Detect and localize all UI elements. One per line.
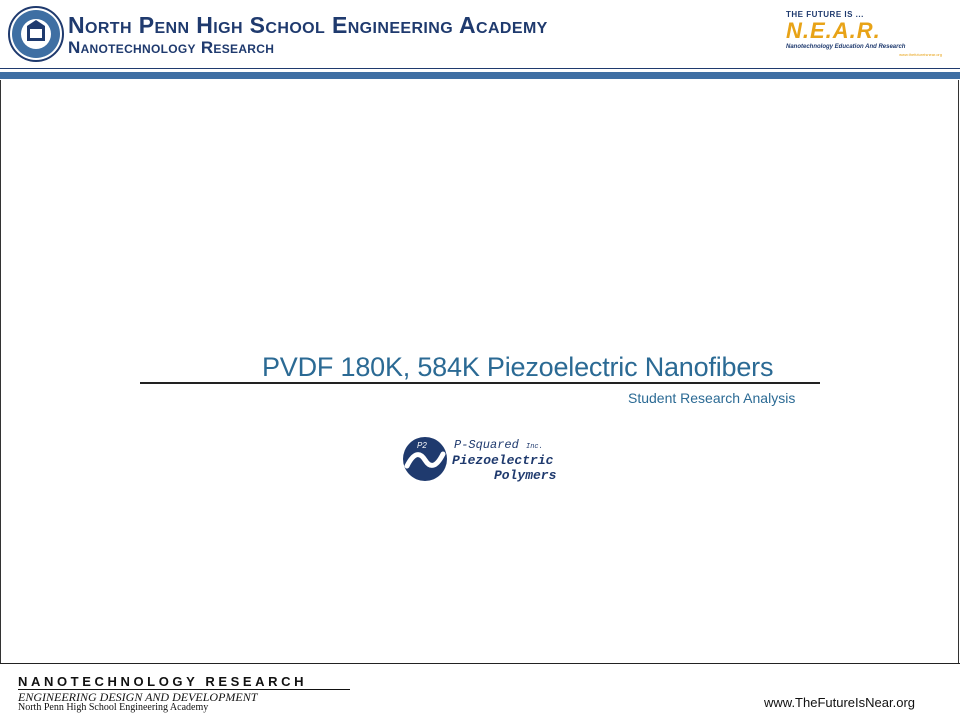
sponsor-name — [454, 438, 543, 452]
sponsor-suffix: Inc. — [526, 443, 543, 451]
footer-research-label: NANOTECHNOLOGY RESEARCH — [18, 674, 308, 689]
title-underline — [140, 382, 820, 384]
footer-program: ENGINEERING DESIGN AND DEVELOPMENT — [18, 690, 258, 704]
near-url: www.thefutureisnear.org — [899, 52, 942, 57]
near-description: Nanotechnology Education And Research — [786, 44, 906, 50]
p-squared-logo-icon — [402, 436, 448, 482]
slide-subtitle: Student Research Analysis — [628, 390, 796, 406]
footer-school: North Penn High School Engineering Academy — [18, 702, 209, 713]
sponsor-line-2: Piezoelectric — [452, 453, 554, 468]
footer-divider — [0, 663, 960, 664]
header-title: North Penn High School Engineering Academy — [68, 12, 548, 38]
footer-url: www.TheFutureIsNear.org — [764, 695, 916, 710]
header-band — [0, 72, 960, 79]
school-seal-icon — [8, 6, 64, 62]
near-logo — [784, 6, 950, 62]
slide-title: PVDF 180K, 584K Piezoelectric Nanofibers — [262, 352, 774, 382]
p-squared-mark: P2 — [417, 441, 427, 450]
slide-header — [0, 0, 960, 70]
header-divider — [0, 68, 960, 69]
header-subtitle: Nanotechnology Research — [68, 38, 275, 57]
near-tagline: THE FUTURE IS ... — [786, 10, 864, 19]
sponsor-name-text: P-Squared — [454, 438, 519, 452]
sponsor-line-3: Polymers — [494, 468, 557, 483]
near-name: N.E.A.R. — [786, 18, 881, 43]
